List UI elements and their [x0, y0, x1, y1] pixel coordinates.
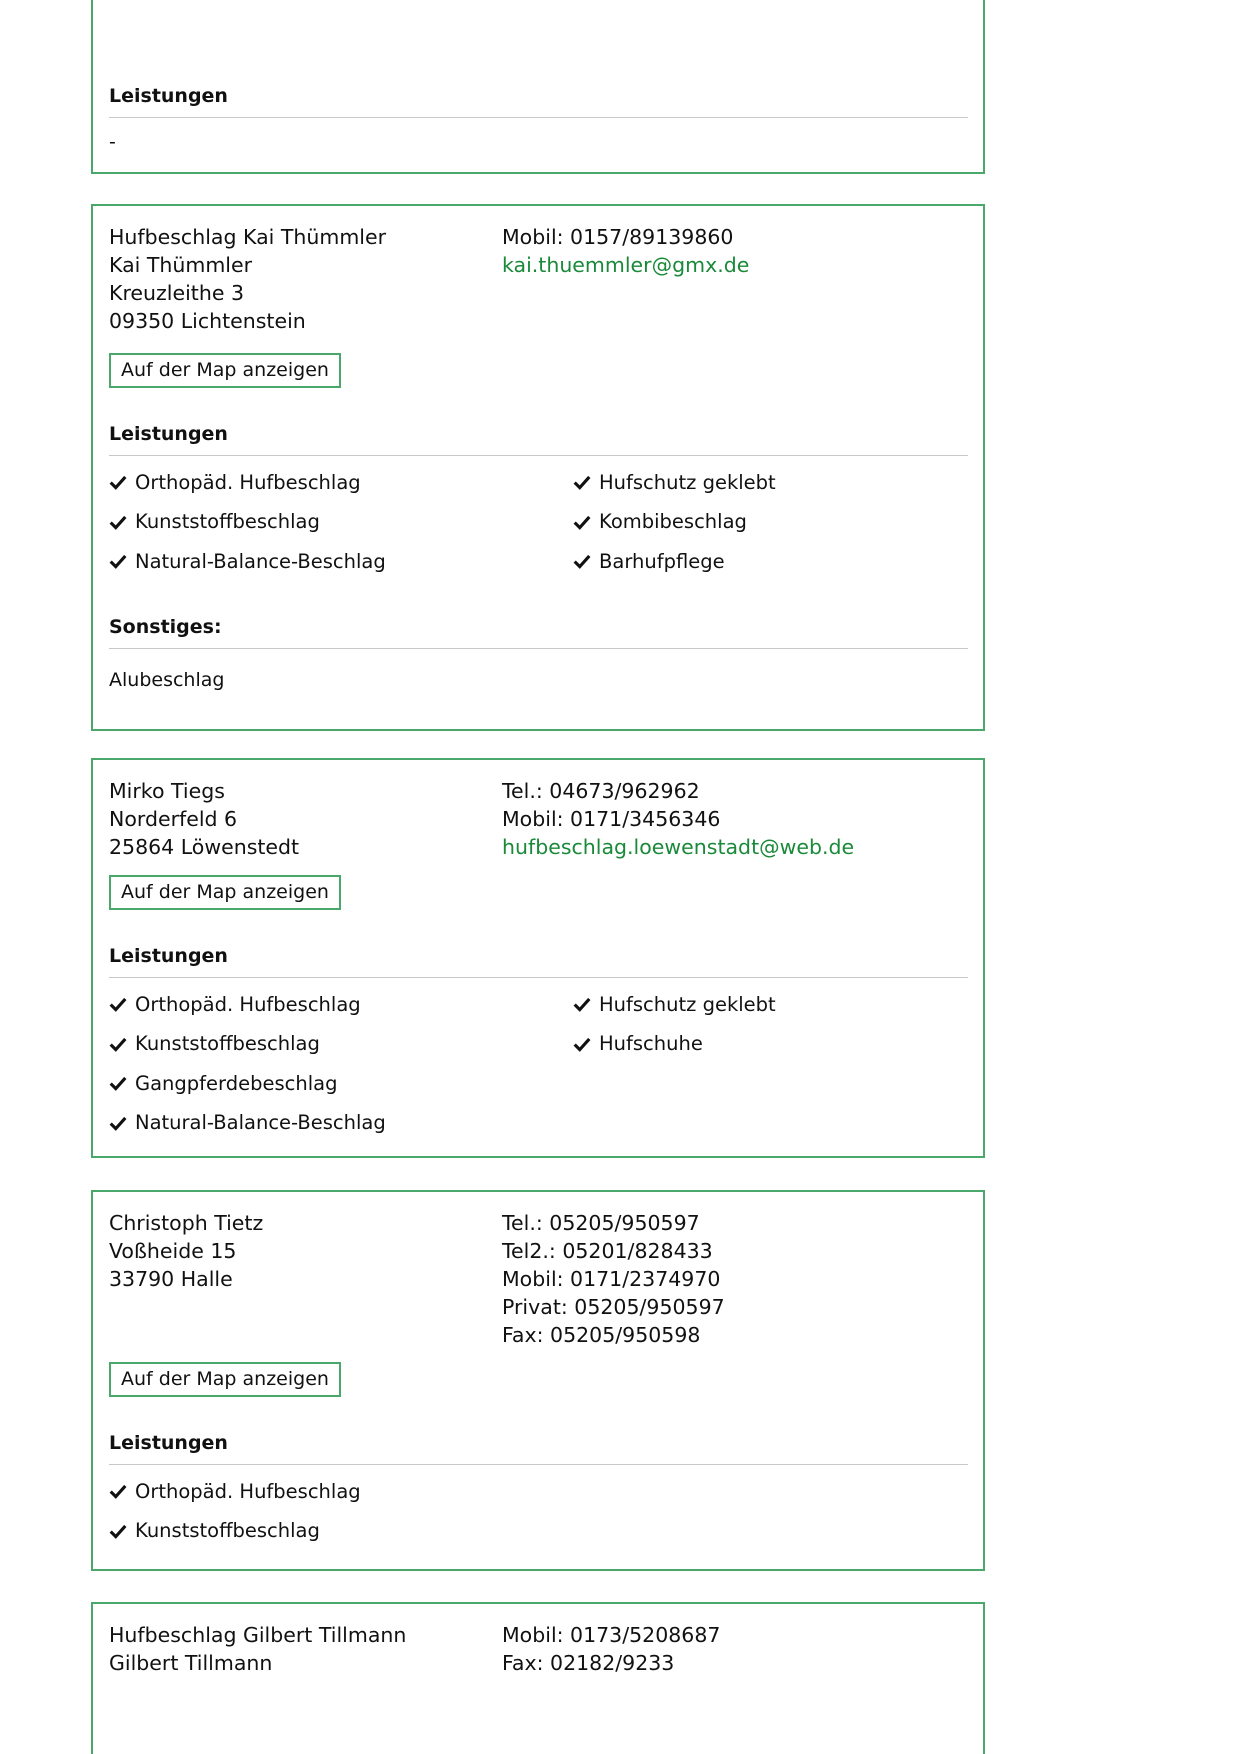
service-label: Orthopäd. Hufbeschlag — [135, 470, 361, 494]
service-item — [573, 510, 776, 534]
service-label: Orthopäd. Hufbeschlag — [135, 1479, 361, 1503]
check-icon — [109, 552, 127, 570]
service-item — [109, 1519, 361, 1543]
check-icon — [573, 552, 591, 570]
other-text: Alubeschlag — [109, 669, 225, 691]
provider-address — [109, 777, 299, 861]
services-heading: Leistungen — [109, 85, 228, 107]
service-label: Kombibeschlag — [599, 510, 747, 533]
city: 09350 Lichtenstein — [109, 309, 306, 333]
services-list-right — [573, 992, 776, 1071]
divider — [109, 117, 968, 118]
service-item — [109, 1071, 386, 1095]
check-icon — [573, 1035, 591, 1053]
service-label: Natural-Balance-Beschlag — [135, 549, 386, 573]
provider-name: Hufbeschlag Gilbert Tillmann — [109, 1623, 407, 1647]
show-on-map-button[interactable]: Auf der Map anzeigen — [109, 1362, 341, 1397]
check-icon — [573, 513, 591, 531]
provider-name: Mirko Tiegs — [109, 779, 225, 803]
contact-person: Kai Thümmler — [109, 253, 253, 277]
service-label: Natural-Balance-Beschlag — [135, 1111, 386, 1134]
service-item — [109, 549, 386, 573]
service-item — [109, 470, 386, 494]
service-label: Barhufpflege — [599, 549, 725, 573]
service-item — [109, 1032, 386, 1056]
service-item — [109, 992, 386, 1016]
private-phone: Privat: 05205/950597 — [502, 1295, 725, 1319]
provider-address — [109, 1621, 406, 1677]
fax: Fax: 05205/950598 — [502, 1323, 701, 1347]
contact-person: Gilbert Tillmann — [109, 1651, 273, 1675]
street: Voßheide 15 — [109, 1239, 237, 1263]
service-item — [573, 470, 776, 494]
service-label: Hufschutz geklebt — [599, 470, 776, 494]
other-heading: Sonstiges: — [109, 616, 222, 638]
fax: Fax: 02182/9233 — [502, 1651, 675, 1675]
services-heading: Leistungen — [109, 1432, 228, 1454]
divider — [109, 455, 968, 456]
provider-contact — [502, 1621, 720, 1677]
phone-2: Tel2.: 05201/828433 — [502, 1239, 713, 1263]
divider — [109, 977, 968, 978]
city: 33790 Halle — [109, 1267, 233, 1291]
mobile: Mobil: 0173/5208687 — [502, 1623, 721, 1647]
service-item — [109, 1111, 386, 1135]
provider-contact — [502, 1209, 725, 1349]
phone: Tel.: 05205/950597 — [502, 1211, 700, 1235]
provider-card — [91, 1190, 985, 1571]
service-label: Kunststoffbeschlag — [135, 1032, 320, 1055]
mobile: Mobil: 0171/3456346 — [502, 807, 721, 831]
services-heading: Leistungen — [109, 945, 228, 967]
show-on-map-button[interactable]: Auf der Map anzeigen — [109, 353, 341, 388]
mobile: Mobil: 0171/2374970 — [502, 1267, 721, 1291]
services-none: - — [109, 131, 116, 153]
street: Norderfeld 6 — [109, 807, 238, 831]
check-icon — [573, 473, 591, 491]
services-list-left — [109, 1479, 361, 1558]
service-label: Gangpferdebeschlag — [135, 1071, 338, 1095]
service-item — [109, 1479, 361, 1503]
check-icon — [109, 1114, 127, 1132]
service-item — [573, 549, 776, 573]
check-icon — [573, 995, 591, 1013]
email-link[interactable]: hufbeschlag.loewenstadt@web.de — [502, 835, 855, 859]
service-label: Kunststoffbeschlag — [135, 510, 320, 533]
provider-name: Hufbeschlag Kai Thümmler — [109, 225, 387, 249]
services-list-left — [109, 992, 386, 1150]
service-item — [573, 992, 776, 1016]
show-on-map-button[interactable]: Auf der Map anzeigen — [109, 875, 341, 910]
mobile: Mobil: 0157/89139860 — [502, 225, 734, 249]
street: Kreuzleithe 3 — [109, 281, 244, 305]
provider-card — [91, 758, 985, 1158]
provider-card — [91, 204, 985, 731]
provider-card — [91, 0, 985, 174]
check-icon — [109, 1035, 127, 1053]
provider-contact — [502, 223, 749, 279]
check-icon — [109, 1074, 127, 1092]
divider — [109, 1464, 968, 1465]
city: 25864 Löwenstedt — [109, 835, 300, 859]
services-heading: Leistungen — [109, 423, 228, 445]
provider-name: Christoph Tietz — [109, 1211, 264, 1235]
provider-address — [109, 1209, 263, 1293]
check-icon — [109, 1482, 127, 1500]
services-list-left — [109, 470, 386, 589]
service-item — [109, 510, 386, 534]
provider-card — [91, 1602, 985, 1754]
phone: Tel.: 04673/962962 — [502, 779, 700, 803]
provider-contact — [502, 777, 854, 861]
check-icon — [109, 513, 127, 531]
divider — [109, 648, 968, 649]
check-icon — [109, 995, 127, 1013]
check-icon — [109, 1522, 127, 1540]
service-label: Kunststoffbeschlag — [135, 1519, 320, 1542]
service-item — [573, 1032, 776, 1056]
check-icon — [109, 473, 127, 491]
service-label: Hufschutz geklebt — [599, 992, 776, 1016]
service-label: Hufschuhe — [599, 1032, 703, 1055]
email-link[interactable]: kai.thuemmler@gmx.de — [502, 253, 750, 277]
service-label: Orthopäd. Hufbeschlag — [135, 992, 361, 1016]
provider-address — [109, 223, 386, 335]
services-list-right — [573, 470, 776, 589]
